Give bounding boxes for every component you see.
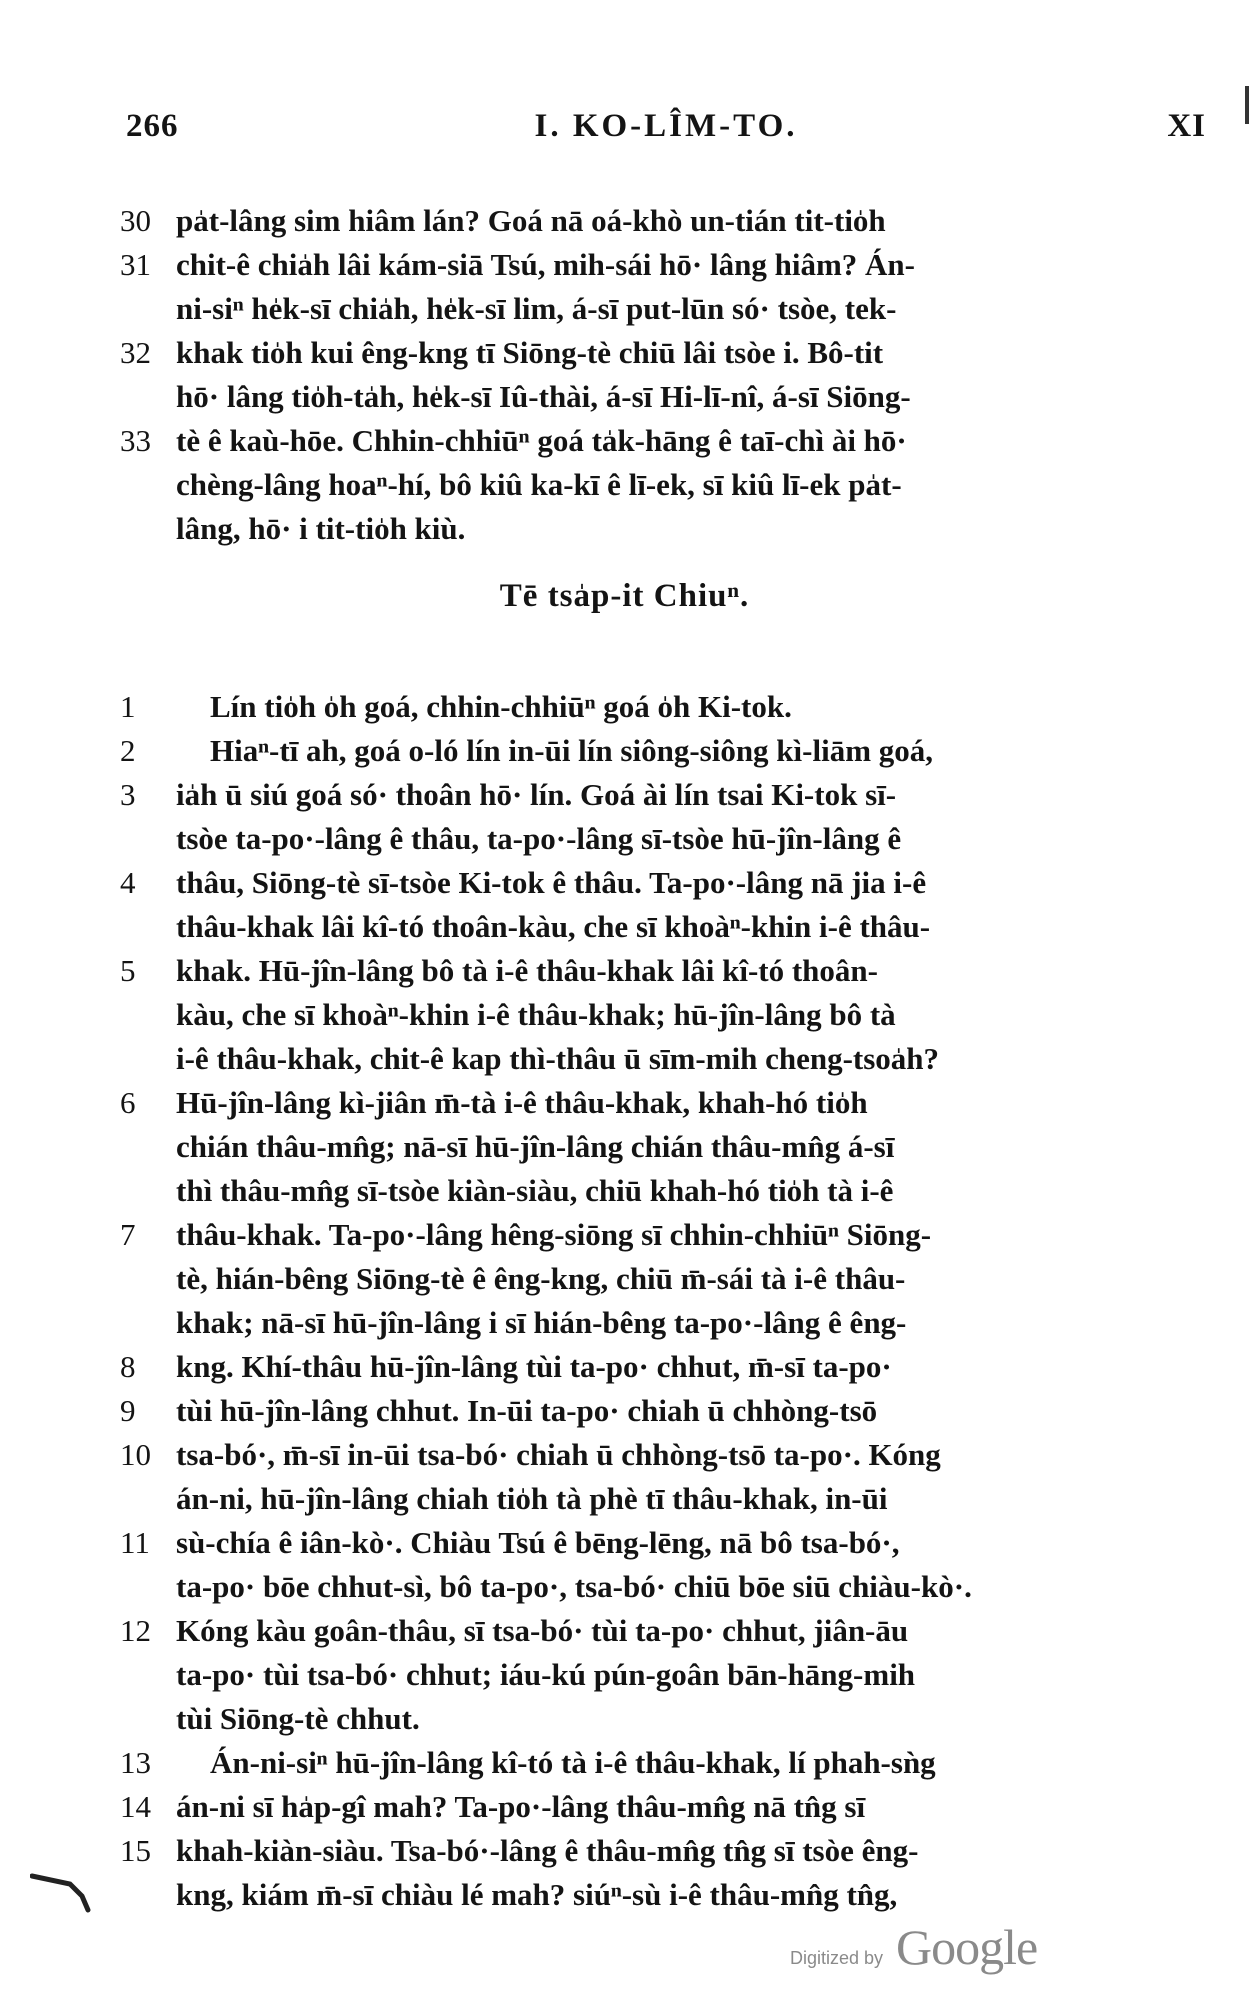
verse-number [120,464,166,506]
text-line: tè, hián-bêng Siōng-tè ê êng-kng, chiū m̄-sái tà i-ê thâu- [176,1261,906,1296]
verse-number: 10 [120,1437,151,1472]
verse-number [120,1698,166,1740]
text-line: kàu, che sī khoàⁿ-khin i-ê thâu-khak; hū-jîn-lâng bô tà [176,997,896,1032]
watermark-prefix: Digitized by [790,1948,884,1968]
verse-number: 3 [120,777,136,812]
margin-scratch-mark [30,1866,100,1916]
text-line: khah-kiàn-siàu. Tsa-bó·-lâng ê thâu-mn̂g tn̂g sī tsòe êng- [176,1833,919,1868]
verse-number: 7 [120,1217,136,1252]
verse-number: 9 [120,1393,136,1428]
text-line: Lín tio̍h o̍h goá, chhin-chhiūⁿ goá o̍h Ki-tok. [210,689,792,724]
verse-number [120,1654,166,1696]
text-line: ta-po· tùi tsa-bó· chhut; iáu-kú pún-goân bān-hāng-mih [176,1657,916,1692]
verse-number: 4 [120,865,136,900]
verse-number: 2 [120,733,136,768]
verse-number: 11 [120,1525,150,1560]
chapter-marker: XI [1167,108,1206,144]
verse-number [120,1302,166,1344]
verse-number: 1 [120,689,136,724]
text-line: ta-po· bōe chhut-sì, bô ta-po·, tsa-bó· chiū bōe siū chiàu-kò·. [176,1569,972,1604]
verse-number [120,1478,166,1520]
text-line: khak. Hū-jîn-lâng bô tà i-ê thâu-khak lâi kî-tó thoân- [176,953,878,988]
verse-number: 14 [120,1789,151,1824]
verse-number [120,1038,166,1080]
verse-number: 30 [120,203,151,238]
text-line: tùi hū-jîn-lâng chhut. In-ūi ta-po· chiah ū chhòng-tsō [176,1393,878,1428]
text-line: khak; nā-sī hū-jîn-lâng i sī hián-bêng ta-po·-lâng ê êng- [176,1305,907,1340]
verse-number [120,906,166,948]
text-line: chit-ê chia̍h lâi kám-siā Tsú, mih-sái hō· lâng hiâm? Án- [176,247,915,282]
text-line: khak tio̍h kui êng-kng tī Siōng-tè chiū lâi tsòe i. Bô-tit [176,335,884,370]
text-line: hō· lâng tio̍h-ta̍h, he̍k-sī Iû-thài, á-sī Hi-lī-nî, á-sī Siōng- [176,379,911,414]
text-line: ia̍h ū siú goá só· thoân hō· lín. Goá ài lín tsai Ki-tok sī- [176,777,897,812]
text-line: án-ni, hū-jîn-lâng chiah tio̍h tà phè tī thâu-khak, in-ūi [176,1481,888,1516]
text-line: Hiaⁿ-tī ah, goá o-ló lín in-ūi lín siông-siông kì-liām goá, [210,733,934,768]
verse-number [120,1566,166,1608]
text-line: thì thâu-mn̂g sī-tsòe kiàn-siàu, chiū khah-hó tio̍h tà i-ê [176,1173,894,1208]
verse-number: 6 [120,1085,136,1120]
text-line: kng. Khí-thâu hū-jîn-lâng tùi ta-po· chhut, m̄-sī ta-po· [176,1349,892,1384]
verse-number: 32 [120,335,151,370]
text-line: pa̍t-lâng sim hiâm lán? Goá nā oá-khò un-tián tit-tio̍h [176,203,886,238]
verse-number [120,288,166,330]
text-line: kng, kiám m̄-sī chiàu lé mah? siúⁿ-sù i-ê thâu-mn̂g tn̂g, [176,1877,898,1912]
page-number: 266 [126,108,179,144]
verse-number: 8 [120,1349,136,1384]
digitized-watermark [790,1918,1090,1978]
text-line: chián thâu-mn̂g; nā-sī hū-jîn-lâng chián thâu-mn̂g á-sī [176,1129,895,1164]
watermark-brand: Google [896,1919,1038,1975]
text-line: thâu-khak lâi kî-tó thoân-kàu, che sī khoàⁿ-khin i-ê thâu- [176,909,931,944]
text-line: thâu, Siōng-tè sī-tsòe Ki-tok ê thâu. Ta-po·-lâng nā jia i-ê [176,865,927,900]
verse-number: 31 [120,247,151,282]
text-line: sù-chía ê iân-kò·. Chiàu Tsú ê bēng-lēng, nā bô tsa-bó·, [176,1525,900,1560]
text-line: thâu-khak. Ta-po·-lâng hêng-siōng sī chhin-chhiūⁿ Siōng- [176,1217,932,1252]
verse-number [120,994,166,1036]
verse-number: 15 [120,1833,151,1868]
text-line: ni-siⁿ he̍k-sī chia̍h, he̍k-sī lim, á-sī put-lūn só· tsòe, tek- [176,291,897,326]
text-line: tsòe ta-po·-lâng ê thâu, ta-po·-lâng sī-tsòe hū-jîn-lâng ê [176,821,902,856]
verse-number: 33 [120,423,151,458]
verse-number [120,1258,166,1300]
verse-number [120,1874,166,1916]
text-line: tè ê kaù-hōe. Chhin-chhiūⁿ goá ta̍k-hāng ê taī-chì ài hō· [176,423,907,458]
text-line: lâng, hō· i tit-tio̍h kiù. [176,511,466,546]
chapter-heading: Tē tsa̍p-it Chiuⁿ. [499,578,750,614]
verse-number [120,1170,166,1212]
text-line: tsa-bó·, m̄-sī in-ūi tsa-bó· chiah ū chhòng-tsō ta-po·. Kóng [176,1437,941,1472]
text-line: tùi Siōng-tè chhut. [176,1701,420,1736]
verse-number [120,1126,166,1168]
verse-number: 5 [120,953,136,988]
text-line: Án-ni-siⁿ hū-jîn-lâng kî-tó tà i-ê thâu-khak, lí phah-sǹg [210,1745,936,1780]
text-line: Hū-jîn-lâng kì-jiân m̄-tà i-ê thâu-khak, khah-hó tio̍h [176,1085,868,1120]
text-line: án-ni sī ha̍p-gî mah? Ta-po·-lâng thâu-mn̂g nā tn̂g sī [176,1789,866,1824]
verse-number [120,508,166,550]
verse-number: 12 [120,1613,151,1648]
text-line: chèng-lâng hoaⁿ-hí, bô kiû ka-kī ê lī-ek, sī kiû lī-ek pa̍t- [176,467,902,502]
text-line: Kóng kàu goân-thâu, sī tsa-bó· tùi ta-po· chhut, jiân-āu [176,1613,909,1648]
text-line: i-ê thâu-khak, chit-ê kap thì-thâu ū sīm-mih cheng-tsoa̍h? [176,1041,940,1076]
book-title: I. KO-LÎM-TO. [534,108,798,144]
verse-number: 13 [120,1745,151,1780]
verse-number [120,376,166,418]
verse-number [120,818,166,860]
